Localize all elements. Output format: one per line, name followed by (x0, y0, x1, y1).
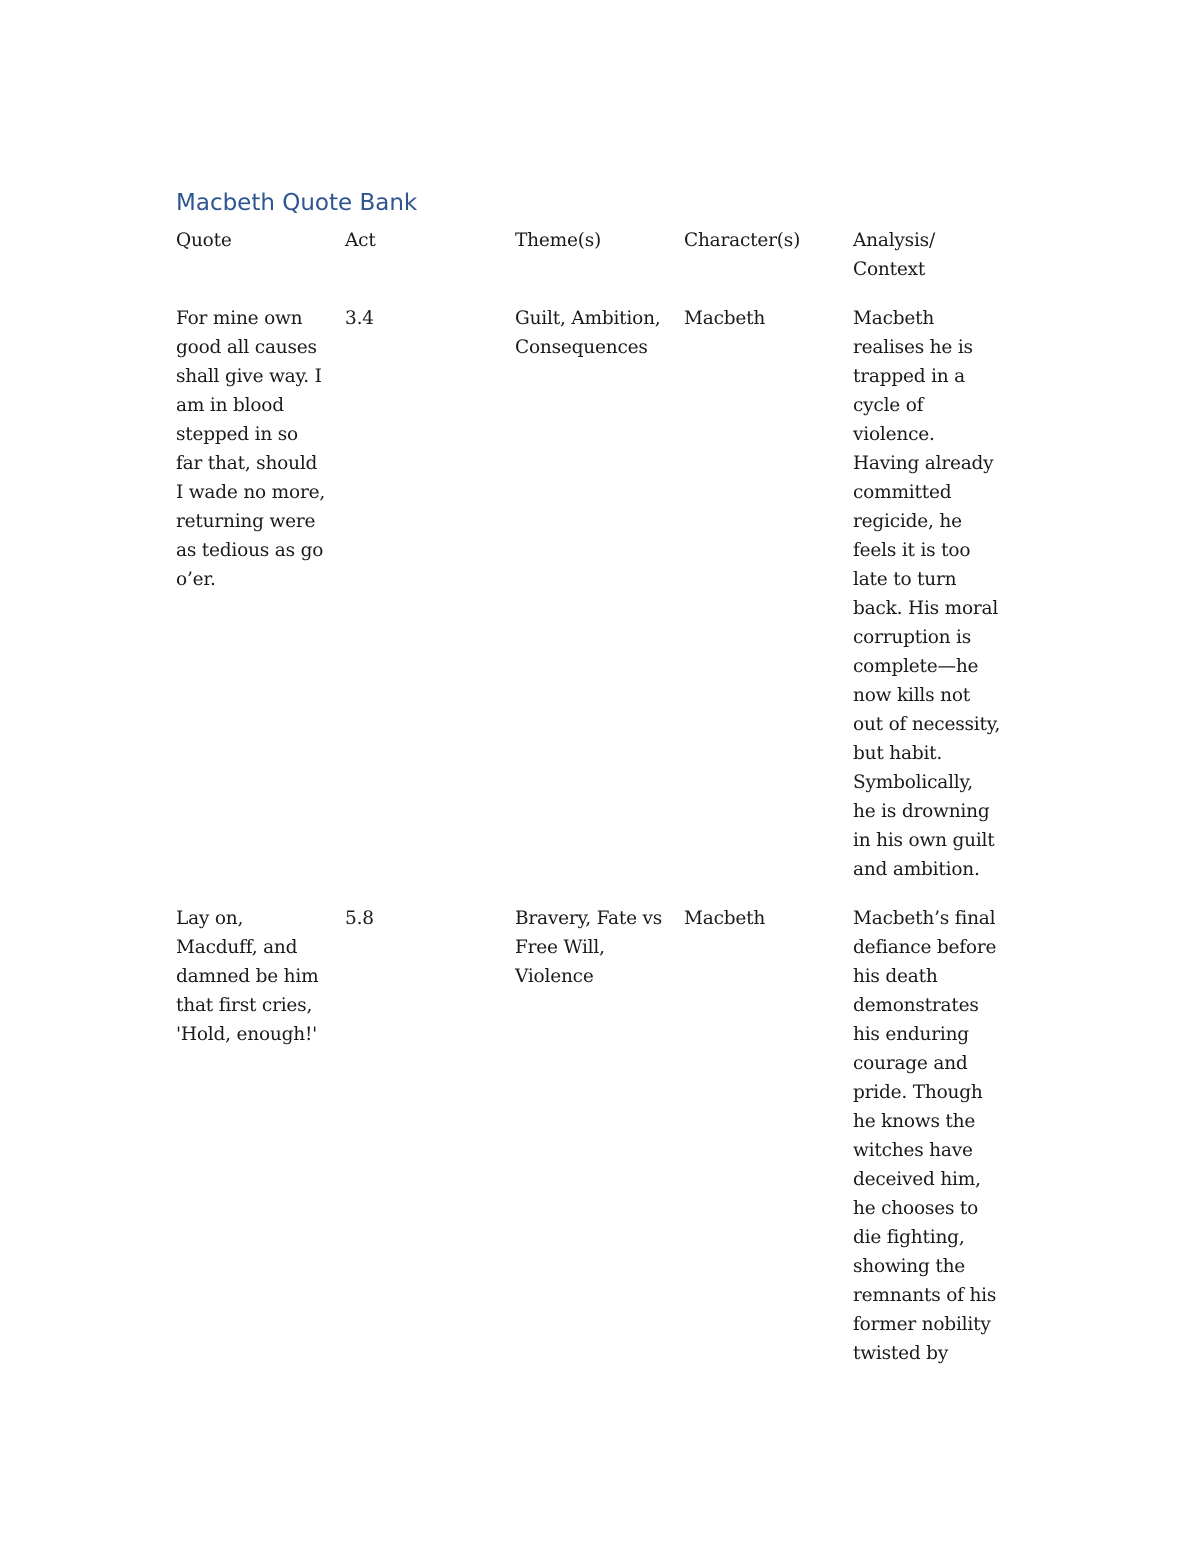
text-line: that first cries, (176, 995, 313, 1016)
text-line: now kills not (853, 685, 970, 706)
characters-cell: Macbeth (684, 908, 766, 929)
text-line: he knows the (853, 1111, 976, 1132)
text-line: demonstrates (853, 995, 979, 1016)
text-line: remnants of his (853, 1285, 997, 1306)
text-line: back. His moral (853, 598, 999, 619)
text-line: Free Will, (515, 937, 605, 958)
quote-cell (176, 904, 345, 1049)
analysis-cell (853, 904, 1016, 1368)
text-line: out of necessity, (853, 714, 1001, 735)
text-line: his enduring (853, 1024, 969, 1045)
text-line: he chooses to (853, 1198, 979, 1219)
text-line: pride. Though (853, 1082, 983, 1103)
text-line: far that, should (176, 453, 318, 474)
text-line: witches have (853, 1140, 973, 1161)
text-line: o’er. (176, 569, 216, 590)
text-line: Symbolically, (853, 772, 973, 793)
page-title: Macbeth Quote Bank (176, 190, 418, 216)
text-line: and ambition. (853, 859, 980, 880)
text-line: Bravery, Fate vs (515, 908, 663, 929)
text-line: am in blood (176, 395, 284, 416)
text-line: returning were (176, 511, 316, 532)
text-line: in his own guilt (853, 830, 995, 851)
text-line: trapped in a (853, 366, 966, 387)
text-line: committed (853, 482, 952, 503)
text-line: defiance before (853, 937, 997, 958)
text-line: stepped in so (176, 424, 298, 445)
text-line: former nobility (853, 1314, 991, 1335)
header-analysis (853, 226, 1016, 284)
text-line: his death (853, 966, 938, 987)
header-analysis-line: Context (853, 259, 926, 280)
text-line: damned be him (176, 966, 319, 987)
header-themes: Theme(s) (515, 230, 602, 251)
text-line: die fighting, (853, 1227, 965, 1248)
header-characters: Character(s) (684, 230, 801, 251)
text-line: regicide, he (853, 511, 962, 532)
text-line: violence. (853, 424, 935, 445)
text-line: 'Hold, enough!' (176, 1024, 318, 1045)
act-cell: 5.8 (345, 908, 374, 929)
text-line: Violence (515, 966, 594, 987)
text-line: Macbeth’s final (853, 908, 996, 929)
text-line: shall give way. I (176, 366, 322, 387)
text-line: deceived him, (853, 1169, 981, 1190)
themes-cell (515, 304, 684, 362)
text-line: Lay on, (176, 908, 244, 929)
text-line: he is drowning (853, 801, 990, 822)
text-line: corruption is (853, 627, 972, 648)
table-row (176, 304, 1016, 904)
header-act: Act (345, 230, 376, 251)
table-header-row (176, 226, 1016, 304)
act-cell: 3.4 (345, 308, 374, 329)
quote-table (176, 226, 1016, 1384)
characters-cell: Macbeth (684, 308, 766, 329)
text-line: but habit. (853, 743, 943, 764)
quote-cell (176, 304, 345, 594)
text-line: cycle of (853, 395, 924, 416)
text-line: Guilt, Ambition, (515, 308, 661, 329)
text-line: For mine own (176, 308, 303, 329)
text-line: late to turn (853, 569, 957, 590)
text-line: twisted by (853, 1343, 949, 1364)
text-line: feels it is too (853, 540, 971, 561)
text-line: Macduff, and (176, 937, 298, 958)
text-line: Macbeth (853, 308, 935, 329)
text-line: good all causes (176, 337, 317, 358)
text-line: as tedious as go (176, 540, 324, 561)
themes-cell (515, 904, 684, 991)
text-line: showing the (853, 1256, 966, 1277)
analysis-cell (853, 304, 1016, 884)
text-line: courage and (853, 1053, 968, 1074)
header-analysis-line: Analysis/ (853, 230, 936, 251)
text-line: I wade no more, (176, 482, 326, 503)
text-line: realises he is (853, 337, 973, 358)
text-line: Having already (853, 453, 994, 474)
text-line: Consequences (515, 337, 648, 358)
text-line: complete—he (853, 656, 979, 677)
table-row (176, 904, 1016, 1384)
header-quote: Quote (176, 230, 232, 251)
